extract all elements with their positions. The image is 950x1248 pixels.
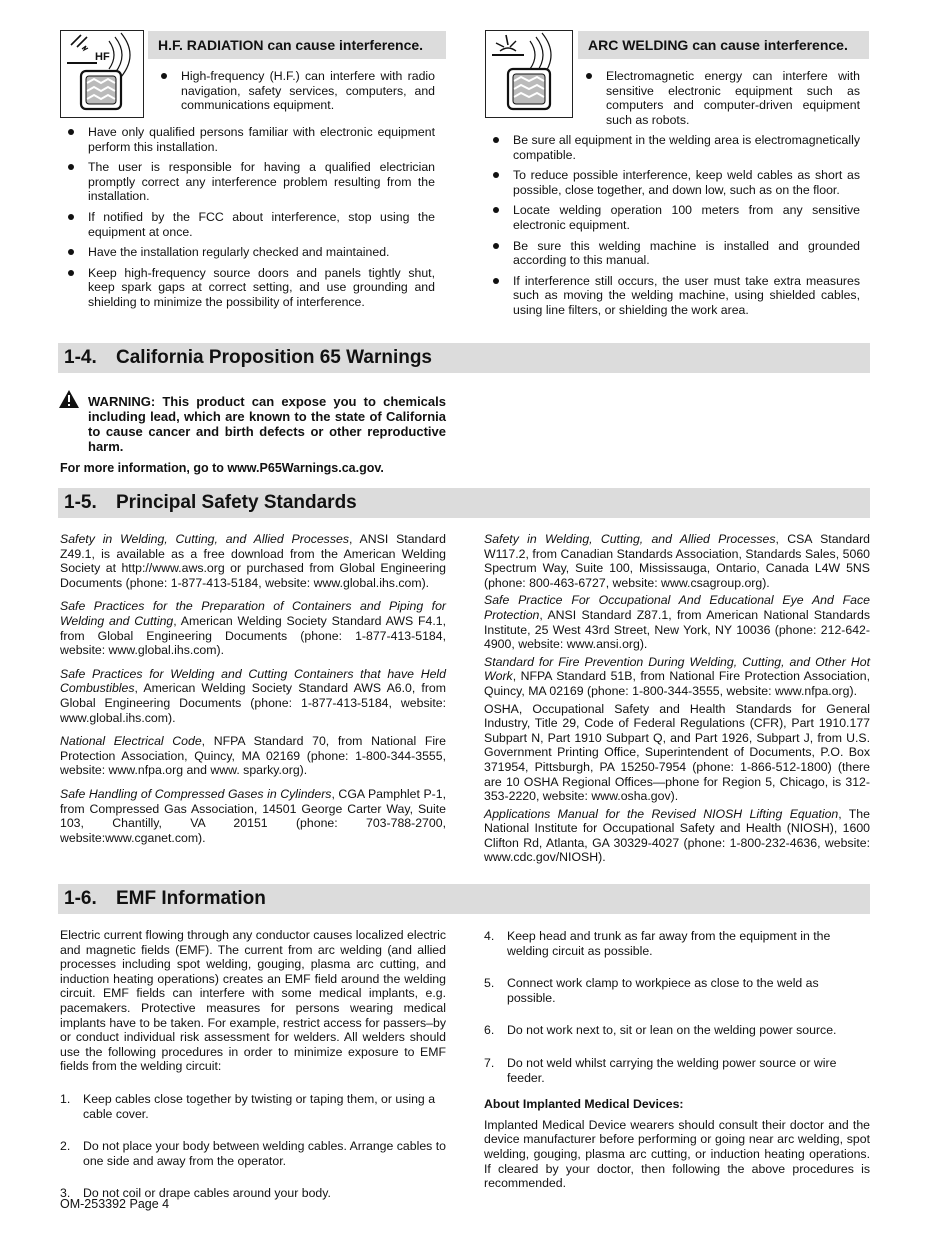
step-text: Keep head and trunk as far away from the equipment in the welding circuit as possible. bbox=[507, 929, 831, 958]
standard-entry bbox=[60, 734, 446, 778]
hf-radiation-icon bbox=[60, 30, 144, 118]
section-1-6-heading bbox=[58, 884, 870, 914]
arc-welding-title: ARC WELDING can cause interference. bbox=[578, 31, 869, 59]
standard-title: Safety in Welding, Cutting, and Allied Processes bbox=[484, 532, 776, 546]
list-item bbox=[484, 929, 870, 958]
standard-title: Safe Practices for Welding and Cutting Containers that have Held Combustibles bbox=[60, 666, 446, 696]
warning-triangle-icon bbox=[58, 389, 80, 409]
step-text: Keep cables close together by twisting or taping them, or using a cable cover. bbox=[83, 1091, 436, 1121]
section-1-4-heading bbox=[58, 343, 870, 373]
list-item: Keep high-frequency source doors and panels tightly shut, keep spark gaps at correct setting, and use grounding and shielding to minimize the possibility of interference. bbox=[60, 266, 435, 310]
standard-entry bbox=[484, 655, 870, 699]
standard-entry bbox=[60, 599, 446, 657]
standard-title: National Electrical Code bbox=[60, 734, 202, 749]
section-title: EMF Information bbox=[116, 888, 266, 909]
emf-steps-right bbox=[484, 929, 870, 1085]
hf-wave-icon bbox=[61, 31, 143, 117]
implant-text: Implanted Medical Device wearers should consult their doctor and the device manufacturer before performing or going near arc welding, spot welding, gouging, plasma arc cutting, or induction heating operations. If cleared by your doctor, then following the above procedures is recommended. bbox=[484, 1117, 870, 1191]
list-item: Have the installation regularly checked and maintained. bbox=[60, 245, 435, 260]
arc-spark-icon bbox=[486, 31, 572, 117]
standard-text: , ANSI Standard Z49.1, is available as a free download from the American Welding Society at http://www.aws.org or purchased from Global Engineering Documents (phone: 1-877-413-5184, website: www.global.ihs.com). bbox=[60, 532, 446, 590]
standard-entry bbox=[484, 532, 870, 590]
hf-radiation-intro bbox=[153, 69, 435, 119]
list-item: Locate welding operation 100 meters from any sensitive electronic equipment. bbox=[485, 203, 860, 232]
step-text: Do not coil or drape cables around your body. bbox=[83, 1186, 331, 1201]
section-title: California Proposition 65 Warnings bbox=[116, 347, 432, 368]
list-item: High-frequency (H.F.) can interfere with radio navigation, safety services, computers, and communications equipment. bbox=[153, 69, 435, 113]
standard-title: Applications Manual for the Revised NIOSH Lifting Equation bbox=[484, 806, 839, 821]
standard-entry bbox=[60, 667, 446, 725]
arc-welding-icon bbox=[485, 30, 573, 118]
arc-welding-intro bbox=[578, 69, 860, 133]
step-number: 1. bbox=[60, 1091, 71, 1106]
standard-text: , American Welding Society Standard AWS A6.0, from Global Engineering Documents (phone: 1-877-413-5184, website: www.global.ihs.com). bbox=[60, 681, 446, 725]
standard-entry bbox=[484, 807, 870, 865]
list-item: If notified by the FCC about interference, stop using the equipment at once. bbox=[60, 210, 435, 239]
standard-text: , NFPA Standard 70, from National Fire Protection Association, Quincy, MA 02169 (phone: 1-800-344-3555, website: www.nfpa.org and www. sparky.org). bbox=[60, 734, 446, 778]
step-number: 5. bbox=[484, 976, 495, 991]
step-number: 7. bbox=[484, 1055, 495, 1070]
standard-title: Standard for Fire Prevention During Welding, Cutting, and Other Hot Work bbox=[484, 654, 870, 684]
standard-text: , The National Institute for Occupational Safety and Health (NIOSH), 1600 Clifton Rd, Atlanta, GA 30329-4027 (phone: 1-800-232-4636, website: www.cdc.gov/NIOSH). bbox=[484, 806, 870, 865]
section-title: Principal Safety Standards bbox=[116, 492, 357, 513]
step-text: Do not work next to, sit or lean on the welding power source. bbox=[507, 1023, 837, 1038]
emf-steps-left bbox=[60, 1092, 446, 1201]
standard-title: Safety in Welding, Cutting, and Allied Processes bbox=[60, 532, 349, 546]
list-item bbox=[60, 1139, 446, 1168]
list-item: If interference still occurs, the user must take extra measures such as moving the welding machine, using shielded cables, using line filters, or shielding the work area. bbox=[485, 274, 860, 318]
standard-title: Safe Practices for the Preparation of Containers and Piping for Welding and Cutting bbox=[60, 599, 446, 628]
step-number: 2. bbox=[60, 1139, 71, 1154]
section-number: 1-5. bbox=[64, 492, 97, 513]
hf-radiation-bullets bbox=[60, 125, 435, 316]
implant-heading: About Implanted Medical Devices: bbox=[484, 1097, 684, 1112]
standard-text: , CSA Standard W117.2, from Canadian Standards Association, Standards Sales, 5060 Spectrum Way, Suite 100, Mississauga, Ontario, Canada L4W 5NS (phone: 800-463-6727, website: www.csagroup.org). bbox=[484, 532, 870, 590]
standard-entry bbox=[60, 532, 446, 590]
section-number: 1-4. bbox=[64, 347, 97, 368]
step-number: 4. bbox=[484, 929, 495, 943]
hf-label: HF bbox=[95, 51, 110, 63]
list-item: To reduce possible interference, keep weld cables as short as possible, close together, and down low, such as on the floor. bbox=[485, 168, 860, 197]
step-number: 6. bbox=[484, 1023, 495, 1038]
standard-text: OSHA, Occupational Safety and Health Standards for General Industry, Title 29, Code of Federal Regulations (CFR), Part 1910.177 Subpart N, Part 1910 Subpart Q, and Part 1926, Subpart J, from U.S. Government Printing Office, Superintendent of Documents, P.O. Box 371954, Pittsburgh, PA 15250-7954 (phone: 1-866-512-1800) (there are 10 OSHA Regional Offices—phone for Region 5, Chicago, is 312-353-2220, website: www.osha.gov). bbox=[484, 701, 870, 804]
step-number: 3. bbox=[60, 1186, 71, 1201]
arc-welding-bullets bbox=[485, 133, 860, 324]
list-item bbox=[60, 1092, 446, 1121]
hf-radiation-title: H.F. RADIATION can cause interference. bbox=[148, 31, 446, 59]
emf-left-column bbox=[60, 928, 446, 1219]
emf-right-column bbox=[484, 929, 870, 1200]
list-item: Be sure this welding machine is installed and grounded according to this manual. bbox=[485, 239, 860, 268]
standard-title: Safe Practice For Occupational And Educational Eye And Face Protection bbox=[484, 593, 870, 622]
standard-title: Safe Handling of Compressed Gases in Cylinders bbox=[60, 786, 332, 801]
step-text: Connect work clamp to workpiece as close to the weld as possible. bbox=[507, 976, 819, 1005]
list-item bbox=[484, 1023, 870, 1038]
list-item: Be sure all equipment in the welding area is electromagnetically compatible. bbox=[485, 133, 860, 162]
section-1-5-heading bbox=[58, 488, 870, 518]
standard-text: , ANSI Standard Z87.1, from American National Standards Institute, 25 West 43rd Street, New York, NY 10036 (phone: 212-642-4900, website: www.ansi.org). bbox=[484, 607, 870, 652]
standards-left-column bbox=[60, 532, 446, 854]
standard-text: , NFPA Standard 51B, from National Fire Protection Association, Quincy, MA 02169 (phone: 1-800-344-3555, website: www.nfpa.org). bbox=[484, 669, 870, 698]
page-footer: OM-253392 Page 4 bbox=[60, 1197, 170, 1211]
standards-right-column bbox=[484, 532, 870, 868]
prop65-warning-text: WARNING: This product can expose you to chemicals including lead, which are known to the state of California to cause cancer and birth defects or other reproductive harm. bbox=[88, 394, 446, 454]
prop65-more-info: For more information, go to www.P65Warnings.ca.gov. bbox=[60, 461, 384, 475]
standard-text: , American Welding Society Standard AWS F4.1, from Global Engineering Documents (phone: 1-877-413-5184, website: www.global.ihs.com). bbox=[60, 613, 446, 658]
list-item bbox=[484, 976, 870, 1005]
standard-entry bbox=[484, 593, 870, 651]
emf-intro: Electric current flowing through any conductor causes localized electric and magnetic fields (EMF). The current from arc welding (and allied processes including spot welding, gouging, plasma arc cutting, and induction heating operations) creates an EMF field around the welding circuit. EMF fields can interfere with some medical implants, e.g. pacemakers. Protective measures for persons wearing medical implants have to be taken. For example, restrict access for passers–by or conduct individual risk assessment for welders. All welders should use the following procedures in order to minimize exposure to EMF fields from the welding circuit: bbox=[60, 928, 446, 1074]
standard-entry bbox=[484, 702, 870, 804]
standard-entry bbox=[60, 787, 446, 845]
list-item: Have only qualified persons familiar with electronic equipment perform this installation. bbox=[60, 125, 435, 154]
step-text: Do not weld whilst carrying the welding power source or wire feeder. bbox=[507, 1055, 837, 1085]
standard-text: , CGA Pamphlet P-1, from Compressed Gas Association, 14501 George Carter Way, Suite 103, Chantilly, VA 20151 (phone: 703-788-2700, website:www.cganet.com). bbox=[60, 786, 447, 845]
list-item: The user is responsible for having a qualified electrician promptly correct any interference problem resulting from the installation. bbox=[60, 160, 435, 204]
warning-icon bbox=[58, 389, 80, 409]
list-item: Electromagnetic energy can interfere with sensitive electronic equipment such as computers and computer-driven equipment such as robots. bbox=[578, 69, 860, 127]
list-item bbox=[484, 1056, 870, 1085]
section-number: 1-6. bbox=[64, 888, 97, 909]
step-text: Do not place your body between welding cables. Arrange cables to one side and away from the operator. bbox=[83, 1139, 446, 1168]
